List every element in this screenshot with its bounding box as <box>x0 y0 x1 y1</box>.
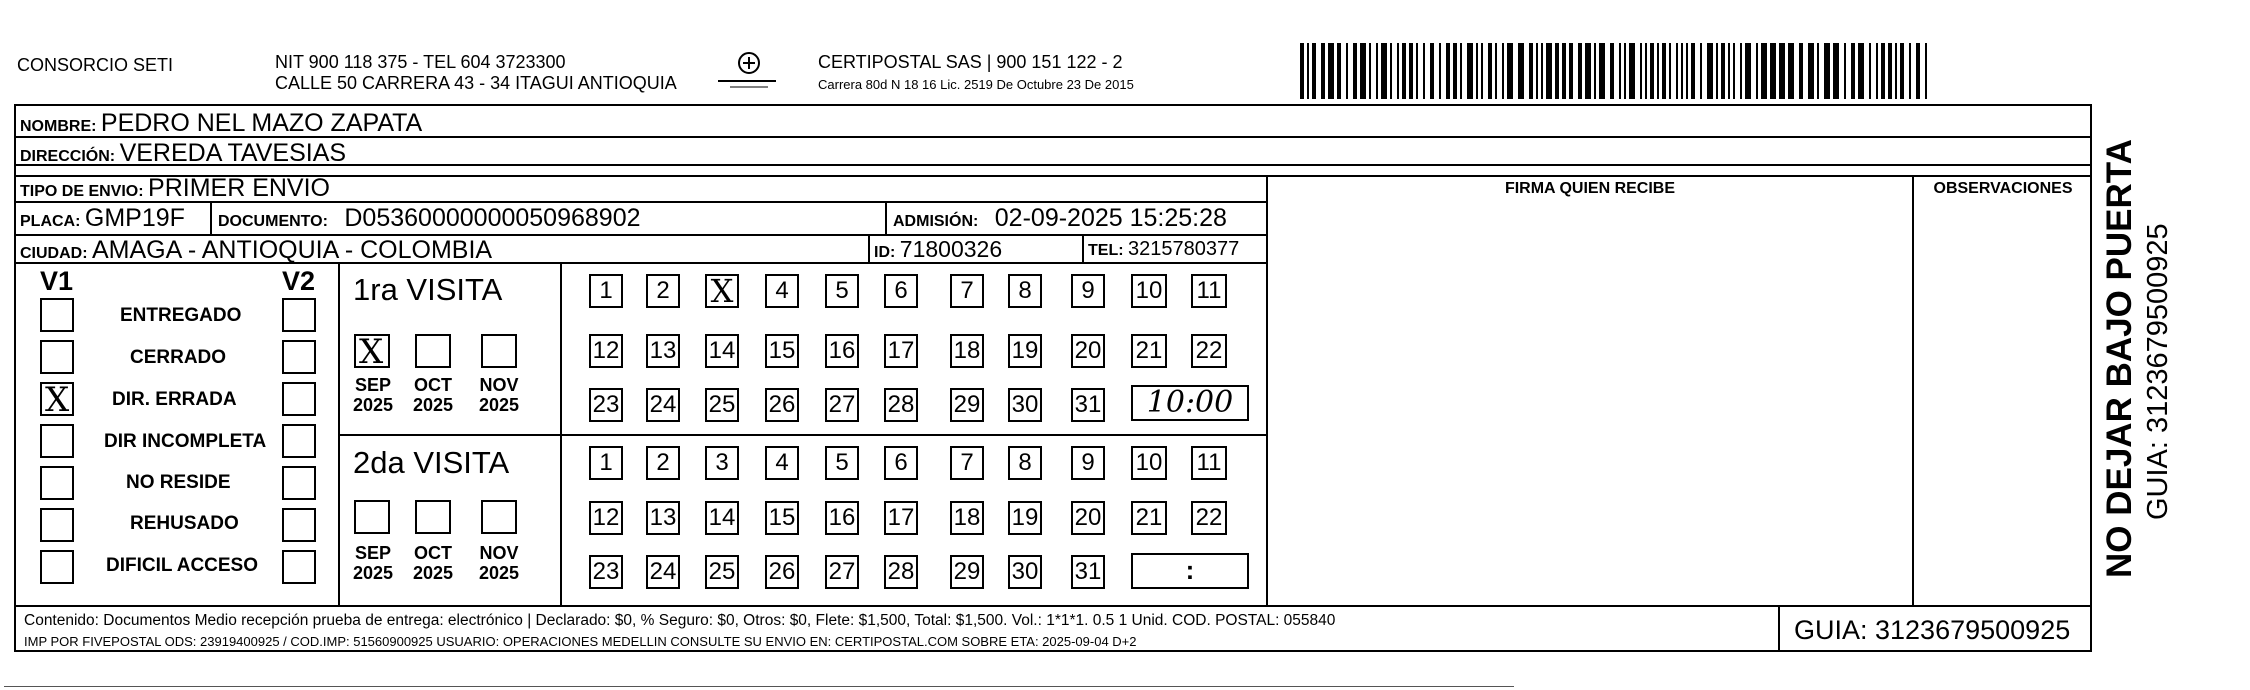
nombre-value: PEDRO NEL MAZO ZAPATA <box>100 109 423 137</box>
visit1-day-2[interactable]: 2 <box>646 274 680 308</box>
month-name: NOV <box>479 375 519 395</box>
visit2-day-3[interactable]: 3 <box>705 446 739 480</box>
visit1-day-16[interactable]: 16 <box>825 334 859 368</box>
month-name: NOV <box>479 543 519 563</box>
id-label: ID: <box>874 244 896 261</box>
company-nit: NIT 900 118 375 - TEL 604 3723300 <box>275 52 566 72</box>
v2-checkbox-dir-errada[interactable] <box>282 382 316 416</box>
visit1-day-3[interactable]: X <box>705 274 739 308</box>
direccion-row <box>20 139 346 168</box>
visit2-month-nov <box>476 543 522 583</box>
visit2-time-box[interactable]: : <box>1131 553 1249 589</box>
visit2-month-sep <box>350 543 396 583</box>
visit1-day-23[interactable]: 23 <box>589 388 623 422</box>
visit1-month-oct-checkbox[interactable] <box>415 334 451 368</box>
visit2-day-6[interactable]: 6 <box>884 446 918 480</box>
v2-label: V2 <box>282 266 316 296</box>
visit2-day-11[interactable]: 11 <box>1191 446 1227 480</box>
carrier-logo-icon <box>712 48 782 90</box>
observaciones-header: OBSERVACIONES <box>1933 180 2073 197</box>
visit2-month-sep-checkbox[interactable] <box>354 500 390 534</box>
visit2-day-29[interactable]: 29 <box>950 555 984 589</box>
cut-line <box>4 686 1514 687</box>
visit1-day-27[interactable]: 27 <box>825 388 859 422</box>
v2-checkbox-dir-incompleta[interactable] <box>282 424 316 458</box>
v1-checkbox-dir-incompleta[interactable] <box>40 424 74 458</box>
visit1-day-1[interactable]: 1 <box>589 274 623 308</box>
placa-value: GMP19F <box>84 204 185 232</box>
admision-cell <box>893 204 1227 233</box>
second-visit-title: 2da VISITA <box>353 445 510 480</box>
month-year: 2025 <box>412 395 454 415</box>
visit2-day-12[interactable]: 12 <box>589 501 623 535</box>
admision-label: ADMISIÓN: <box>893 213 979 230</box>
visit2-day-8[interactable]: 8 <box>1008 446 1042 480</box>
visit1-day-10[interactable]: 10 <box>1131 274 1167 308</box>
visit1-day-20[interactable]: 20 <box>1071 334 1105 368</box>
visit2-day-15[interactable]: 15 <box>765 501 799 535</box>
status-rehusado: REHUSADO <box>130 513 239 534</box>
side-guia: GUIA: 3123679500925 <box>2142 223 2174 520</box>
placa-cell <box>20 204 185 233</box>
month-name: OCT <box>414 543 452 563</box>
id-cell <box>874 236 1002 263</box>
visit1-day-31[interactable]: 31 <box>1071 388 1105 422</box>
v1-label: V1 <box>40 266 74 296</box>
visit1-day-7[interactable]: 7 <box>950 274 984 308</box>
firma-header: FIRMA QUIEN RECIBE <box>1504 180 1676 197</box>
visit1-day-19[interactable]: 19 <box>1008 334 1042 368</box>
v2-checkbox-rehusado[interactable] <box>282 508 316 542</box>
visit1-time-box[interactable]: 10:00 <box>1131 385 1249 421</box>
visit2-day-17[interactable]: 17 <box>884 501 918 535</box>
month-year: 2025 <box>478 563 520 583</box>
status-cerrado: CERRADO <box>130 347 227 368</box>
id-value: 71800326 <box>899 236 1003 262</box>
visit2-day-22[interactable]: 22 <box>1191 501 1227 535</box>
month-year: 2025 <box>352 563 394 583</box>
visit1-day-11[interactable]: 11 <box>1191 274 1227 308</box>
status-dir-errada: DIR. ERRADA <box>112 389 237 410</box>
tipo-envio-value: PRIMER ENVIO <box>148 174 331 202</box>
visit1-day-21[interactable]: 21 <box>1131 334 1167 368</box>
visit2-month-oct <box>410 543 456 583</box>
visit2-day-10[interactable]: 10 <box>1131 446 1167 480</box>
visit2-day-30[interactable]: 30 <box>1008 555 1042 589</box>
visit1-day-5[interactable]: 5 <box>825 274 859 308</box>
footer-content-line: Contenido: Documentos Medio recepción prueba de entrega: electrónico | Declarado: $0, % Seguro: $0, Otros: $0, Flete: $1,500, Total: $1,500. Vol.: 1*1*1. 0.5 1 Unid. COD. POSTAL: 055840 <box>24 612 1336 629</box>
month-year: 2025 <box>352 395 394 415</box>
status-dificil-acceso: DIFICIL ACCESO <box>106 555 259 576</box>
first-visit-title: 1ra VISITA <box>353 272 503 307</box>
v1-checkbox-dificil-acceso[interactable] <box>40 550 74 584</box>
ciudad-value: AMAGA - ANTIOQUIA - COLOMBIA <box>92 236 493 264</box>
visit1-month-nov <box>476 375 522 415</box>
visit2-day-13[interactable]: 13 <box>646 501 680 535</box>
visit1-day-6[interactable]: 6 <box>884 274 918 308</box>
visit1-day-12[interactable]: 12 <box>589 334 623 368</box>
v1-checkbox-cerrado[interactable] <box>40 340 74 374</box>
visit2-day-28[interactable]: 28 <box>884 555 918 589</box>
tel-label: TEL: <box>1088 242 1124 259</box>
visit2-day-23[interactable]: 23 <box>589 555 623 589</box>
tipo-envio-row <box>20 174 330 203</box>
visit1-day-9[interactable]: 9 <box>1071 274 1105 308</box>
documento-value: D05360000000050968902 <box>344 204 641 232</box>
v1-checkbox-dir-errada[interactable] <box>40 380 74 420</box>
visit1-day-13[interactable]: 13 <box>646 334 680 368</box>
visit2-day-19[interactable]: 19 <box>1008 501 1042 535</box>
month-name: SEP <box>354 543 392 563</box>
admision-value: 02-09-2025 15:25:28 <box>994 204 1227 232</box>
visit1-day-25[interactable]: 25 <box>705 388 739 422</box>
visit2-day-7[interactable]: 7 <box>950 446 984 480</box>
nombre-label: NOMBRE: <box>20 118 97 135</box>
month-name: OCT <box>414 375 452 395</box>
visit1-month-nov-checkbox[interactable] <box>481 334 517 368</box>
footer-guia: GUIA: 3123679500925 <box>1794 615 2071 645</box>
company-name: CONSORCIO SETI <box>17 55 174 75</box>
visit1-day-22[interactable]: 22 <box>1191 334 1227 368</box>
visit1-day-8[interactable]: 8 <box>1008 274 1042 308</box>
documento-label: DOCUMENTO: <box>218 213 328 230</box>
visit2-day-20[interactable]: 20 <box>1071 501 1105 535</box>
visit2-day-31[interactable]: 31 <box>1071 555 1105 589</box>
visit2-month-nov-checkbox[interactable] <box>481 500 517 534</box>
tel-cell <box>1088 238 1239 261</box>
visit1-month-sep <box>350 375 396 415</box>
visit1-month-mark: X <box>359 332 384 372</box>
status-no-reside: NO RESIDE <box>126 472 231 493</box>
carrier-license: Carrera 80d N 18 16 Lic. 2519 De Octubre 23 De 2015 <box>818 77 1134 92</box>
nombre-row <box>20 109 422 138</box>
v1-checkbox-no-reside[interactable] <box>40 466 74 500</box>
v1-checkbox-rehusado[interactable] <box>40 508 74 542</box>
carrier-name: CERTIPOSTAL SAS | 900 151 122 - 2 <box>818 52 1123 72</box>
visit1-day-17[interactable]: 17 <box>884 334 918 368</box>
direccion-label: DIRECCIÓN: <box>20 148 116 165</box>
ciudad-label: CIUDAD: <box>20 245 88 262</box>
v1-check-mark: X <box>45 380 70 420</box>
placa-label: PLACA: <box>20 213 81 230</box>
visit1-day-18[interactable]: 18 <box>950 334 984 368</box>
v2-checkbox-cerrado[interactable] <box>282 340 316 374</box>
visit1-day-28[interactable]: 28 <box>884 388 918 422</box>
visit1-day-15[interactable]: 15 <box>765 334 799 368</box>
ciudad-cell <box>20 236 492 265</box>
visit1-month-sep-checkbox[interactable] <box>354 332 390 372</box>
tel-value: 3215780377 <box>1128 238 1240 260</box>
visit2-day-9[interactable]: 9 <box>1071 446 1105 480</box>
tipo-envio-label: TIPO DE ENVIO: <box>20 183 144 200</box>
company-address: CALLE 50 CARRERA 43 - 34 ITAGUI ANTIOQUIA <box>275 73 677 93</box>
barcode <box>1300 43 1940 99</box>
status-entregado: ENTREGADO <box>120 305 242 326</box>
v2-checkbox-no-reside[interactable] <box>282 466 316 500</box>
documento-cell <box>218 204 641 233</box>
footer-imp-line: IMP POR FIVEPOSTAL ODS: 23919400925 / COD.IMP: 51560900925 USUARIO: OPERACIONES MEDELLIN CONSULTE SU ENVIO EN: CERTIPOSTAL.COM SOBRE ETA: 2025-09-04 D+2 <box>24 634 1137 649</box>
visit1-day-24[interactable]: 24 <box>646 388 680 422</box>
visit2-day-1[interactable]: 1 <box>589 446 623 480</box>
visit2-day-25[interactable]: 25 <box>705 555 739 589</box>
visit2-day-24[interactable]: 24 <box>646 555 680 589</box>
visit1-day-4[interactable]: 4 <box>765 274 799 308</box>
visit2-day-26[interactable]: 26 <box>765 555 799 589</box>
visit2-day-16[interactable]: 16 <box>825 501 859 535</box>
status-dir-incompleta: DIR INCOMPLETA <box>104 431 267 452</box>
month-year: 2025 <box>412 563 454 583</box>
direccion-value: VEREDA TAVESIAS <box>119 139 347 167</box>
visit2-day-14[interactable]: 14 <box>705 501 739 535</box>
visit1-day-14[interactable]: 14 <box>705 334 739 368</box>
visit1-month-oct <box>410 375 456 415</box>
v2-checkbox-entregado[interactable] <box>282 298 316 332</box>
visit1-day-26[interactable]: 26 <box>765 388 799 422</box>
visit2-day-21[interactable]: 21 <box>1131 501 1167 535</box>
visit2-month-oct-checkbox[interactable] <box>415 500 451 534</box>
visit2-day-4[interactable]: 4 <box>765 446 799 480</box>
no-dejar-bajo-puerta: NO DEJAR BAJO PUERTA <box>2100 139 2139 578</box>
month-name: SEP <box>354 375 392 395</box>
visit1-day-29[interactable]: 29 <box>950 388 984 422</box>
v1-checkbox-entregado[interactable] <box>40 298 74 332</box>
visit1-day-30[interactable]: 30 <box>1008 388 1042 422</box>
visit2-day-5[interactable]: 5 <box>825 446 859 480</box>
visit2-day-27[interactable]: 27 <box>825 555 859 589</box>
visit2-day-18[interactable]: 18 <box>950 501 984 535</box>
visit2-day-2[interactable]: 2 <box>646 446 680 480</box>
v2-checkbox-dificil-acceso[interactable] <box>282 550 316 584</box>
month-year: 2025 <box>478 395 520 415</box>
